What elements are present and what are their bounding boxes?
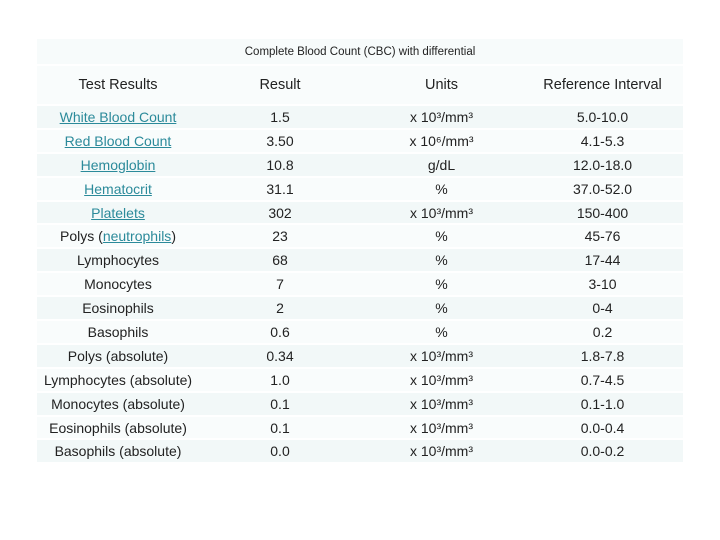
test-name-cell bbox=[37, 225, 199, 247]
reference-interval-value: 0.1-1.0 bbox=[522, 393, 683, 415]
units-value: % bbox=[361, 297, 522, 319]
test-name-cell bbox=[37, 297, 199, 319]
test-name-link[interactable]: neutrophils bbox=[102, 228, 172, 245]
reference-interval-value: 17-44 bbox=[522, 249, 683, 271]
test-name: Basophils (absolute) bbox=[54, 443, 182, 460]
reference-interval-value: 150-400 bbox=[522, 202, 683, 224]
result-value: 0.1 bbox=[199, 393, 361, 415]
units-value: g/dL bbox=[361, 154, 522, 176]
header-reference-interval: Reference Interval bbox=[522, 66, 683, 104]
result-value: 1.5 bbox=[199, 106, 361, 128]
reference-interval-value: 37.0-52.0 bbox=[522, 178, 683, 200]
table-row bbox=[37, 321, 683, 343]
test-name-suffix: ) bbox=[171, 228, 176, 245]
cbc-table-body bbox=[37, 39, 683, 462]
test-name-cell bbox=[37, 202, 199, 224]
test-name: Basophils bbox=[87, 323, 149, 340]
test-name: Lymphocytes bbox=[77, 252, 159, 269]
table-row bbox=[37, 106, 683, 128]
test-name-link[interactable]: Platelets bbox=[91, 204, 145, 221]
table-row bbox=[37, 225, 683, 247]
table-row bbox=[37, 154, 683, 176]
result-value: 3.50 bbox=[199, 130, 361, 152]
test-name: Eosinophils bbox=[82, 300, 154, 317]
units-value: % bbox=[361, 321, 522, 343]
reference-interval-value: 0.0-0.2 bbox=[522, 440, 683, 462]
test-name-link[interactable]: Hemoglobin bbox=[80, 156, 156, 173]
test-name-cell bbox=[37, 345, 199, 367]
test-name-cell bbox=[37, 273, 199, 295]
units-value: x 10⁶/mm³ bbox=[361, 130, 522, 152]
units-value: x 10³/mm³ bbox=[361, 440, 522, 462]
result-value: 7 bbox=[199, 273, 361, 295]
table-row bbox=[37, 273, 683, 295]
reference-interval-value: 12.0-18.0 bbox=[522, 154, 683, 176]
table-row bbox=[37, 417, 683, 439]
table-row bbox=[37, 345, 683, 367]
table-row bbox=[37, 440, 683, 462]
header-units: Units bbox=[361, 66, 522, 104]
table-title: Complete Blood Count (CBC) with differential bbox=[37, 39, 683, 64]
units-value: % bbox=[361, 273, 522, 295]
test-name: Monocytes bbox=[84, 276, 152, 293]
table-row bbox=[37, 249, 683, 271]
test-name: Monocytes (absolute) bbox=[51, 395, 185, 412]
test-name-cell bbox=[37, 178, 199, 200]
test-name-cell bbox=[37, 440, 199, 462]
units-value: x 10³/mm³ bbox=[361, 106, 522, 128]
table-row bbox=[37, 130, 683, 152]
table-row bbox=[37, 178, 683, 200]
reference-interval-value: 3-10 bbox=[522, 273, 683, 295]
test-name-link[interactable]: Hematocrit bbox=[84, 180, 152, 197]
table-header-row bbox=[37, 66, 683, 104]
units-value: % bbox=[361, 178, 522, 200]
test-name-link[interactable]: Red Blood Count bbox=[64, 132, 172, 149]
result-value: 0.6 bbox=[199, 321, 361, 343]
table-row bbox=[37, 369, 683, 391]
result-value: 23 bbox=[199, 225, 361, 247]
table-row bbox=[37, 202, 683, 224]
result-value: 2 bbox=[199, 297, 361, 319]
reference-interval-value: 0.0-0.4 bbox=[522, 417, 683, 439]
test-name-cell bbox=[37, 249, 199, 271]
test-name-prefix: Polys ( bbox=[60, 228, 103, 245]
test-name-cell bbox=[37, 321, 199, 343]
result-value: 68 bbox=[199, 249, 361, 271]
test-name-link[interactable]: White Blood Count bbox=[59, 108, 177, 125]
units-value: % bbox=[361, 249, 522, 271]
test-name-cell bbox=[37, 130, 199, 152]
header-test-results: Test Results bbox=[37, 66, 199, 104]
table-row bbox=[37, 297, 683, 319]
reference-interval-value: 1.8-7.8 bbox=[522, 345, 683, 367]
test-name: Polys (absolute) bbox=[67, 347, 169, 364]
result-value: 0.0 bbox=[199, 440, 361, 462]
table-title-row bbox=[37, 39, 683, 64]
reference-interval-value: 4.1-5.3 bbox=[522, 130, 683, 152]
result-value: 31.1 bbox=[199, 178, 361, 200]
reference-interval-value: 0-4 bbox=[522, 297, 683, 319]
test-name-cell bbox=[37, 417, 199, 439]
result-value: 0.1 bbox=[199, 417, 361, 439]
test-name-cell bbox=[37, 393, 199, 415]
reference-interval-value: 0.2 bbox=[522, 321, 683, 343]
cbc-table bbox=[37, 37, 683, 464]
test-name-cell bbox=[37, 369, 199, 391]
test-name-cell bbox=[37, 106, 199, 128]
test-name-cell bbox=[37, 154, 199, 176]
result-value: 0.34 bbox=[199, 345, 361, 367]
units-value: x 10³/mm³ bbox=[361, 345, 522, 367]
units-value: x 10³/mm³ bbox=[361, 369, 522, 391]
units-value: x 10³/mm³ bbox=[361, 202, 522, 224]
test-name: Lymphocytes (absolute) bbox=[43, 371, 193, 388]
test-name: Eosinophils (absolute) bbox=[49, 419, 187, 436]
result-value: 10.8 bbox=[199, 154, 361, 176]
reference-interval-value: 45-76 bbox=[522, 225, 683, 247]
result-value: 1.0 bbox=[199, 369, 361, 391]
table-row bbox=[37, 393, 683, 415]
units-value: % bbox=[361, 225, 522, 247]
reference-interval-value: 0.7-4.5 bbox=[522, 369, 683, 391]
units-value: x 10³/mm³ bbox=[361, 393, 522, 415]
result-value: 302 bbox=[199, 202, 361, 224]
reference-interval-value: 5.0-10.0 bbox=[522, 106, 683, 128]
header-result: Result bbox=[199, 66, 361, 104]
units-value: x 10³/mm³ bbox=[361, 417, 522, 439]
